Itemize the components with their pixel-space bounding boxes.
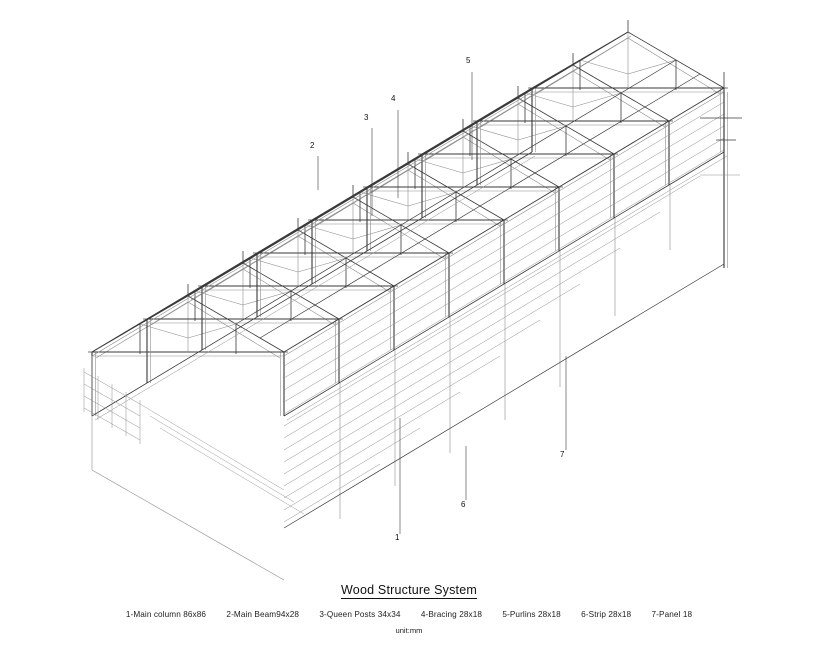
legend-item: 3-Queen Posts 34x34 [319,610,401,619]
callout-7: 7 [560,450,565,459]
structure-frames [88,20,728,416]
legend-item: 7-Panel 18 [651,610,693,619]
legend-item: 6-Strip 28x18 [581,610,632,619]
legend-item: 1-Main column 86x86 [125,610,207,619]
callout-4: 4 [391,94,396,103]
legend-row [0,610,818,619]
caption-block [0,581,818,635]
legend-item: 4-Bracing 28x18 [420,610,483,619]
callout-6: 6 [461,500,466,509]
purlin-lines [92,32,727,420]
callout-3: 3 [364,113,369,122]
callout-2: 2 [310,141,315,150]
callout-1: 1 [395,533,400,542]
legend-item: 2-Main Beam94x28 [226,610,300,619]
callout-5: 5 [466,56,471,65]
drawing-title: Wood Structure System [341,583,477,597]
end-frame-right [700,72,742,268]
legend-item: 5-Purlins 28x18 [502,610,561,619]
wall-panel-strips [284,102,724,528]
unit-note: unit:mm [395,626,423,635]
left-deck-structure [84,356,304,580]
